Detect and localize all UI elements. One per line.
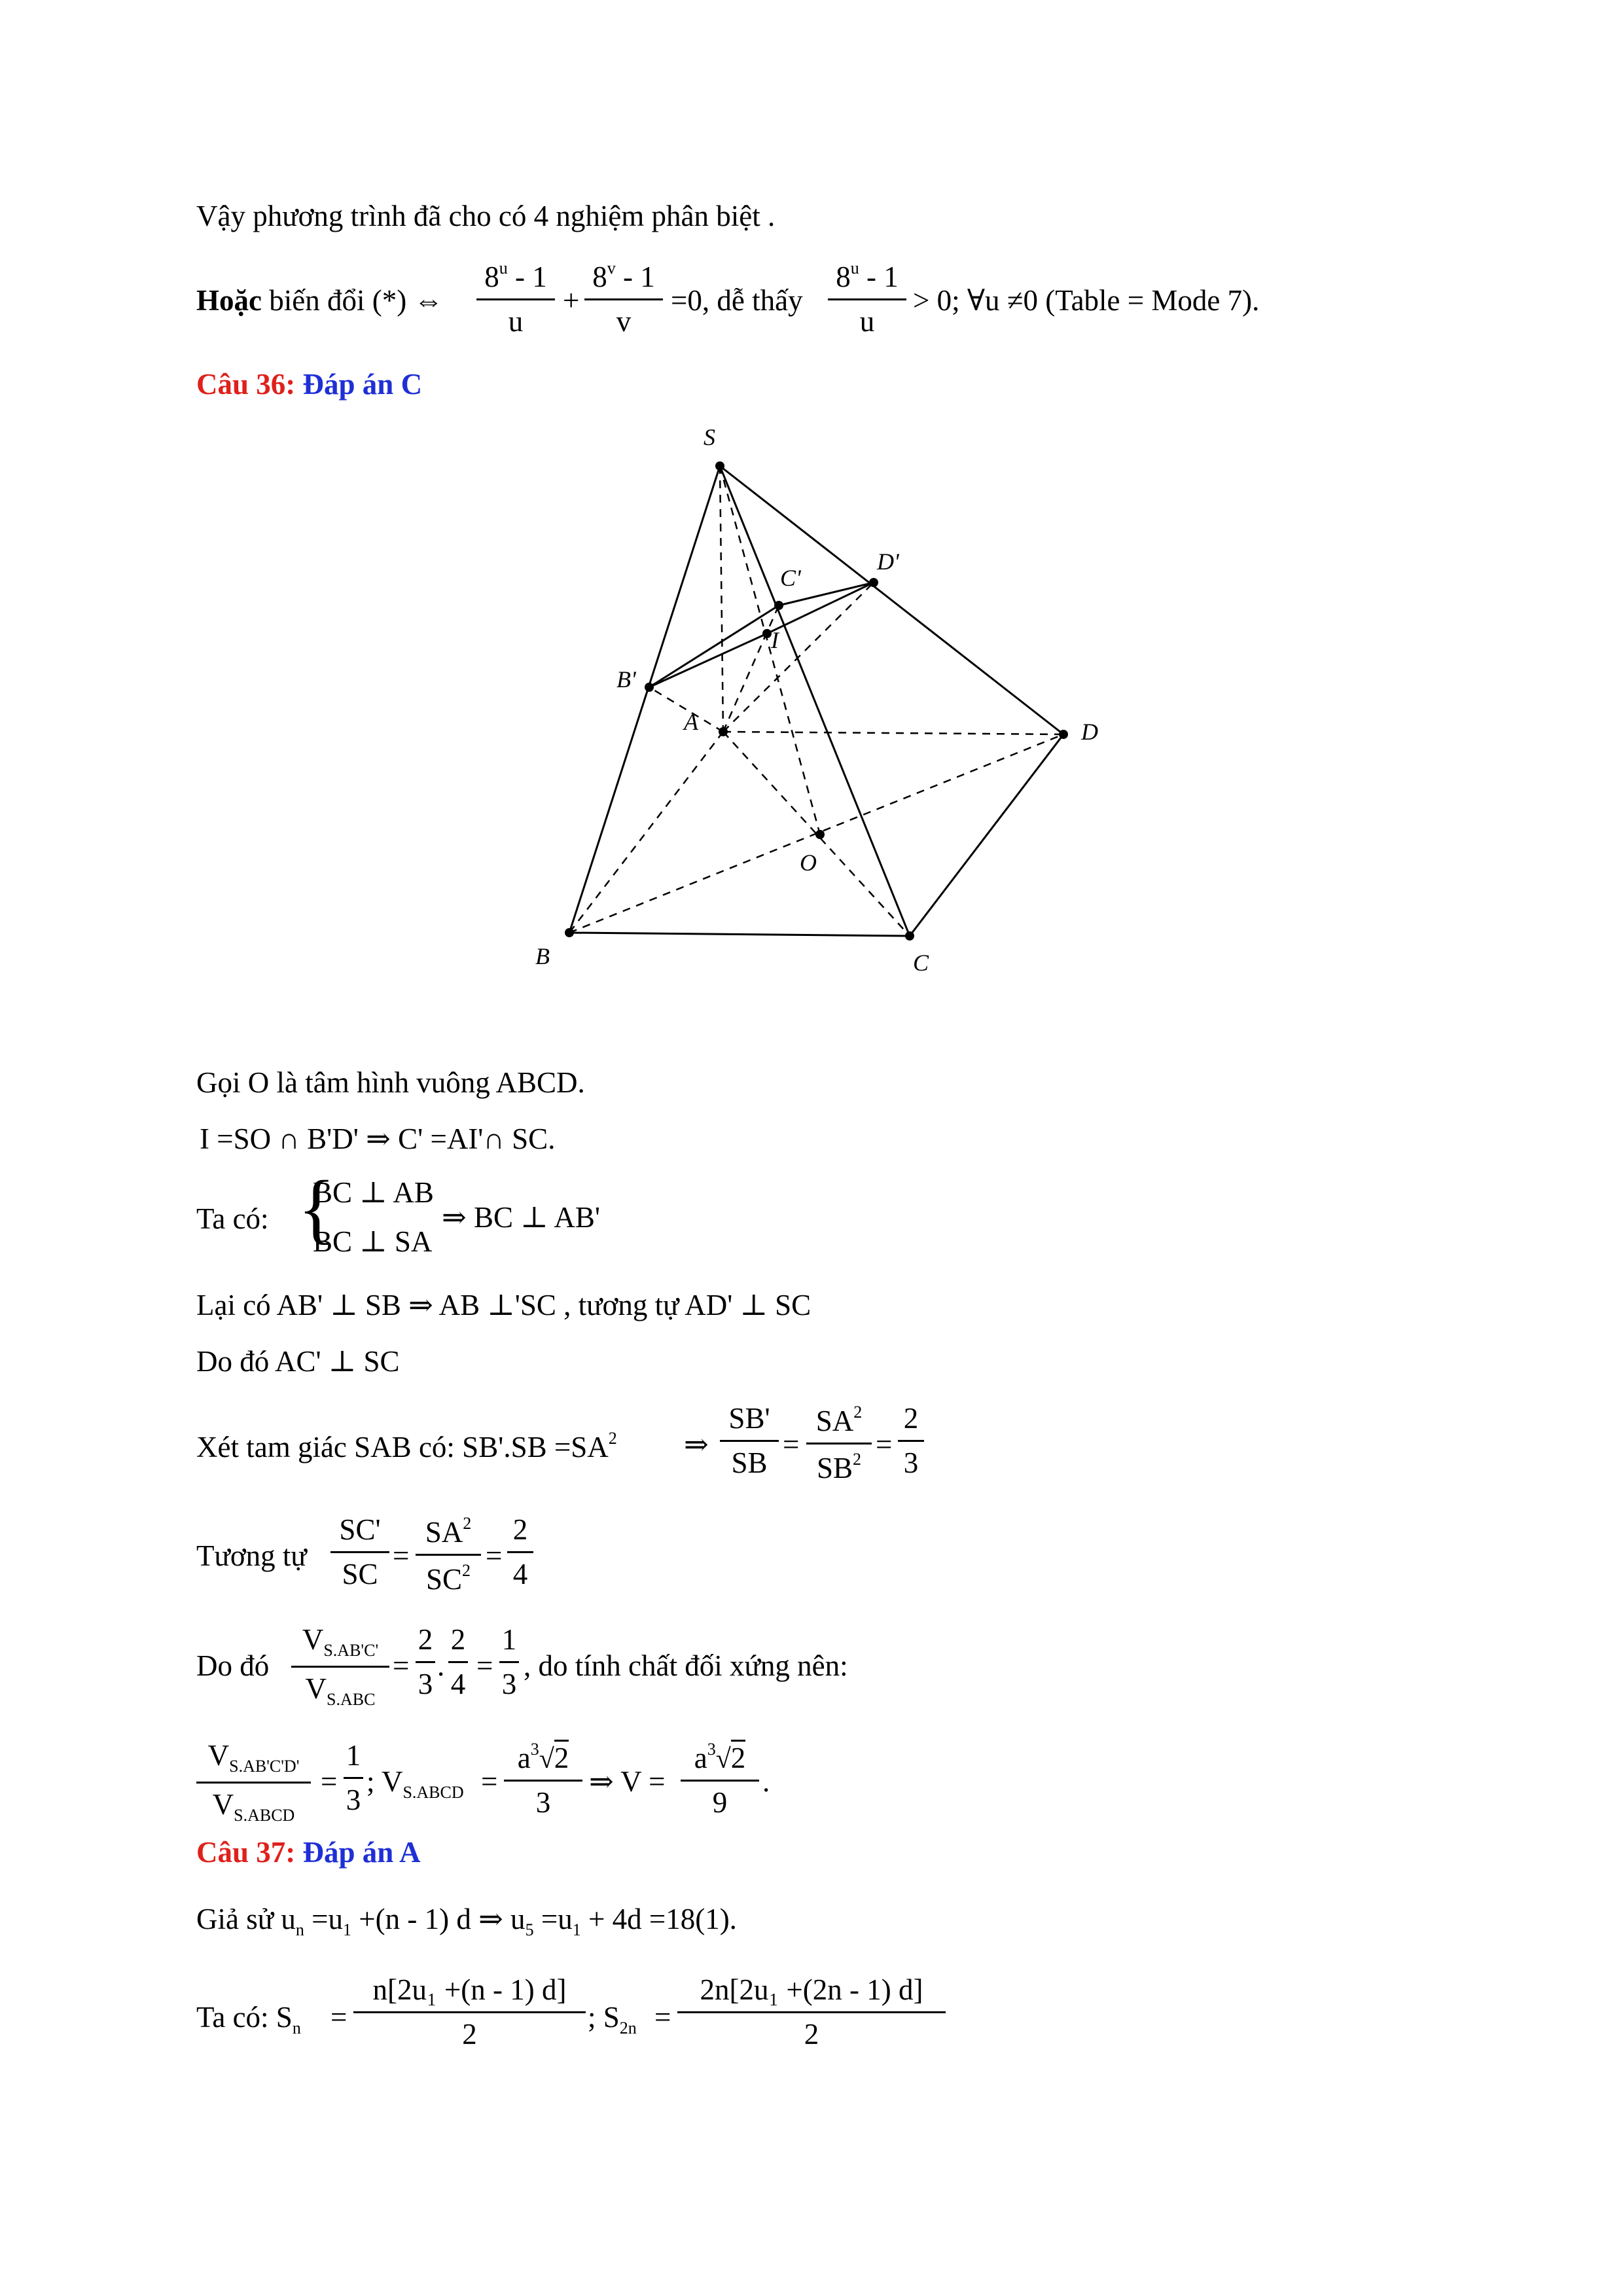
label-O: O [800,850,817,876]
sum-sn-fraction: n[2u₁ +(n - 1) d] 2 [353,1975,586,2049]
implies-v-equals: ⇒ V = [589,1765,666,1798]
label-D: D [1081,719,1098,745]
point-B [565,928,574,937]
edge-B1C1 [649,605,779,687]
ratio-sa2-sb2: $SA^2$ $SB^2$ [806,1404,872,1483]
solution-line-conclusion: Do đó AC' ⊥ SC [196,1345,400,1378]
hoac-keyword: Hoặc [196,284,262,317]
question-37-heading: Câu 37: Đáp án A [196,1836,421,1869]
eq-sign-9: = [330,2001,348,2034]
point-O [815,830,825,839]
ratio-one-third: 1 3 [344,1741,363,1815]
fraction-8u-over-u-2: 8$^u$ - 1 u [828,260,906,336]
point-D1 [869,578,878,587]
system-brace: { [298,1164,336,1251]
ratio-two-thirds: 2 3 [898,1404,924,1478]
edge-SA [720,466,723,732]
label-I: I [771,627,779,653]
multiply-dot: . [437,1649,445,1682]
edge-B1I [649,634,767,687]
ratio-sa2-sc2: $SA^2$ $SC^2$ [416,1515,481,1594]
label-B1: B' [616,666,636,692]
solution-line-perpendicular: Lại có AB' ⊥ SB ⇒ AB ⊥'SC , tương tự AD' ⊥ SC [196,1289,812,1321]
edge-SD [720,466,1063,734]
volume-a3-root2-over-3: $a^3√2$ 3 [504,1741,582,1818]
edge-AD1 [723,583,874,732]
system-line-1: BC ⊥ AB [313,1176,434,1209]
point-S [715,461,724,471]
equals-zero-text: =0, dễ thấy [671,284,803,317]
volume-a3-root2-over-9: $a^3√2$ 9 [681,1741,759,1818]
system-conclusion: ⇒ BC ⊥ AB' [442,1201,600,1234]
sum-s2n-fraction: 2n[2u₁ +(2n - 1) d] 2 [677,1975,946,2049]
system-line-2: BC ⊥ SA [313,1225,433,1258]
solution-line-intersection: I =SO ∩ B'D' ⇒ C' =AI'∩ SC. [200,1122,556,1155]
volume-ratio-sabcd: $V_{S.AB'C'D'}$ $V_{S.ABCD}$ [196,1741,311,1824]
eq-sign-4: = [486,1539,503,1572]
volume-ratio-prefix: Do đó [196,1649,270,1682]
point-A [719,727,728,736]
label-C1: C' [780,565,801,591]
edge-SB [569,466,720,933]
final-period: . [762,1765,770,1798]
edge-AD [723,732,1063,734]
ratio-sb1-sb: SB' SB [720,1404,779,1478]
eq-sign-8: = [481,1765,498,1798]
eq-sign-3: = [393,1539,410,1572]
sum-sn-label: Ta có: $S_n$ [196,2001,301,2037]
eq-sign-2: = [876,1428,893,1461]
point-C1 [774,601,783,610]
ratio-two-fourths: 2 4 [507,1515,533,1589]
point-D [1059,730,1068,739]
conclusion-line: Vậy phương trình đã cho có 4 nghiệm phân biệt . [196,200,776,232]
arithmetic-sequence-line: Giả sử $u_n =u_1 +(n - 1)$ d ⇒ $u_5 =u_1 + 4d =18(1)$. [196,1903,737,1939]
positivity-text: > 0; ∀u ≠0 (Table = Mode 7). [913,284,1260,317]
label-S: S [704,424,715,450]
label-C: C [913,950,929,976]
eq-sign-5: = [393,1649,410,1682]
label-B: B [535,943,550,969]
eq-sign-10: = [654,2001,671,2034]
result-one-third: 1 3 [499,1625,519,1699]
triangle-sab-text: Xét tam giác SAB có: $SB'.SB =SA^2$ [196,1429,617,1463]
question-36-heading: Câu 36: Đáp án C [196,368,423,401]
label-D1: D' [877,548,899,575]
triangle-sab-arrow: ⇒ [684,1428,709,1461]
transform-prefix: biến đổi (*) ⇔ [261,284,444,317]
label-A: A [684,709,698,735]
factor-two-fourths: 2 4 [448,1625,468,1699]
eq-sign-7: = [321,1765,338,1798]
point-C [905,931,914,941]
edge-BC [569,933,910,936]
plus-sign: + [563,284,580,317]
ratio-sc1-sc: SC' SC [330,1515,389,1589]
system-prefix: Ta có: [196,1202,269,1235]
edge-AC1 [723,605,779,732]
symmetry-text: , do tính chất đối xứng nên: [524,1649,848,1682]
sum-s2n-label: ; $S_{2n}$ [588,2001,637,2037]
point-B1 [645,683,654,692]
factor-two-thirds: 2 3 [416,1625,435,1699]
solution-line-center: Gọi O là tâm hình vuông ABCD. [196,1066,585,1099]
fraction-8u-over-u: 8$^u$ - 1 u [476,260,555,336]
volume-sabcd-label: ; $V_{S.ABCD}$ [366,1765,464,1802]
edge-AB [569,732,723,933]
volume-ratio-sabc: $V_{S.AB'C'}$ $V_{S.ABC}$ [291,1625,389,1708]
similar-prefix: Tương tự [196,1539,307,1572]
fraction-8v-over-v: 8$^v$ - 1 v [584,260,663,336]
point-I [762,629,772,638]
eq-sign-6: = [476,1649,493,1682]
eq-sign-1: = [783,1428,800,1461]
